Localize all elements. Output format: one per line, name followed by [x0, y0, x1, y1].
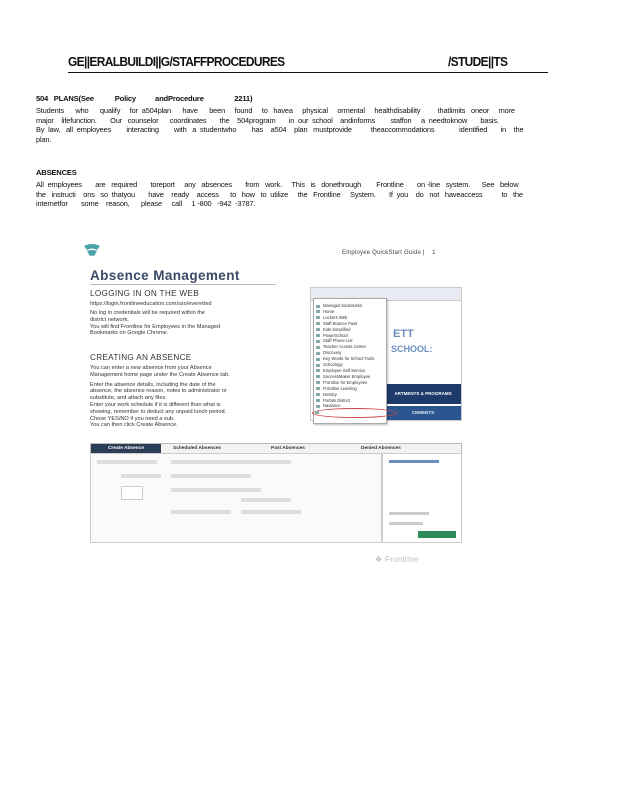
- tab-create-absence: Create Absence: [91, 444, 161, 453]
- bookmark-item: Key Words for School Tools: [314, 356, 386, 362]
- login-instructions: [90, 310, 290, 337]
- section-504-line: Students who qualify for a504plan have been found to havea physical ormental healthdisability thatlimits oneor more: [36, 105, 515, 115]
- create-absence-form: [90, 453, 382, 543]
- create-line: substitute, and attach any files.: [90, 395, 167, 402]
- frontline-footer-logo: [375, 555, 419, 564]
- login-line: Bookmarks on Google Chrome.: [90, 330, 169, 337]
- section-504-line: major lifefunction. Our counselor coordinates the 504program in our school andinforms staffon a needtoknow basis.: [36, 115, 499, 125]
- document-header: [68, 54, 548, 73]
- guide-title: Absence Management: [90, 268, 240, 283]
- form-field: [97, 460, 157, 464]
- bookmark-item: Frontline Learning: [314, 386, 386, 392]
- section-absences-line: All employees are required toreport any absences from work. This is donethrough Frontline on -line system. See below: [36, 179, 519, 189]
- section-absences-line: internetfor some reason, please call 1 -800 -942 -3787.: [36, 199, 256, 209]
- departments-banner: ARTMENTS & PROGRAMS: [385, 384, 461, 404]
- bookmark-item: Staff Phone List: [314, 338, 386, 344]
- bookmark-item: Naviance: [314, 403, 386, 409]
- form-field: [241, 510, 301, 514]
- form-field: [171, 460, 291, 464]
- school-name-fragment: ETT: [393, 328, 414, 340]
- bookmark-item: SuccessMaker Employee: [314, 374, 386, 380]
- calendar-box: [121, 486, 143, 500]
- highlight-circle-managed-bookmarks: [312, 408, 397, 418]
- create-instructions: [90, 365, 290, 429]
- frontline-footer-logo-icon: ❖: [375, 555, 385, 564]
- footer-logo-text: Frontline: [385, 555, 419, 564]
- login-line: You will find Frontline for Employees in the Managed: [90, 323, 221, 330]
- login-heading: LOGGING IN ON THE WEB: [90, 289, 199, 298]
- bookmark-item: Kids Simplified: [314, 327, 386, 333]
- announcements-banner: CEMENTS: [385, 406, 461, 420]
- tab-past-absences: Past Absences: [271, 446, 305, 451]
- school-name-fragment: SCHOOL:: [391, 344, 433, 354]
- create-line: You can enter a new absence from your Absence: [90, 365, 212, 371]
- create-line: Enter the absence details, including the date of the: [90, 381, 216, 388]
- form-field: [171, 474, 251, 478]
- bookmark-item: Home: [314, 309, 386, 315]
- section-504-line: By law, all employees interacting with a studentwho has a504 plan mustprovide theaccommodations identified in the: [36, 125, 524, 135]
- create-line: Chose YES/NO if you need a sub.: [90, 415, 175, 422]
- absence-side-panel: [382, 453, 462, 543]
- bookmark-item: Destiny: [314, 392, 386, 398]
- side-field: [389, 512, 429, 515]
- tab-denied-absences: Denied Absences: [361, 446, 401, 451]
- guide-title-rule: [90, 284, 276, 285]
- login-line: district network.: [90, 316, 129, 323]
- bookmark-item: Employee Self Service: [314, 368, 386, 374]
- bookmark-item: Staff Bounce Pass: [314, 321, 386, 327]
- side-link: [389, 460, 439, 463]
- section-absences: [36, 168, 550, 209]
- form-field: [171, 510, 231, 514]
- create-line: showing, remember to deduct any unpaid lunch period.: [90, 408, 227, 415]
- guide-page-label: Employee QuickStart Guide | 1: [342, 250, 436, 256]
- login-url: https://login.frontlineeducation.com/sso/everetted: [90, 301, 212, 307]
- bookmark-item: Schoology: [314, 362, 386, 368]
- quickstart-guide-image: [70, 235, 480, 565]
- form-field: [241, 498, 291, 502]
- bookmarks-menu: [313, 298, 387, 424]
- bookmark-item: Portals District: [314, 398, 386, 404]
- create-heading: CREATING AN ABSENCE: [90, 353, 192, 362]
- login-line: No log in credentials will be required within the: [90, 310, 206, 316]
- create-line: absence, the absence reason, notes to administrator or: [90, 388, 227, 395]
- bookmark-item: PowerSchool: [314, 333, 386, 339]
- section-504-title: 504 PLANS(See Policy andProcedure 2211): [36, 94, 253, 103]
- side-field: [389, 522, 423, 525]
- create-line: Enter your work schedule if it is different than what is: [90, 401, 221, 408]
- bookmark-item: Teacher Access Center: [314, 344, 386, 350]
- section-absences-line: the instructi ons so thatyou have ready access to how to utilize the Frontline System. If you do not haveaccess to the: [36, 189, 523, 199]
- tab-scheduled-absences: Scheduled Absences: [173, 446, 222, 451]
- browser-mockup: [310, 287, 462, 421]
- create-line: You can then click Create Absence.: [90, 422, 178, 429]
- create-line: Management home page under the Create Absence tab.: [90, 371, 230, 378]
- frontline-logo-icon: [82, 243, 102, 257]
- form-field: [171, 488, 261, 492]
- create-absence-button: [418, 531, 456, 538]
- section-504-line: plan.: [36, 135, 52, 145]
- header-audience-title: /STUDE||TS: [448, 54, 508, 69]
- header-section-title: GE||ERALBUILDI||G/STAFFPROCEDURES: [68, 54, 285, 69]
- bookmark-item: Frontline for Employees: [314, 380, 386, 386]
- section-absences-title: ABSENCES: [36, 168, 77, 177]
- section-504-plans: [36, 94, 550, 145]
- bookmark-item: Managed bookmarks: [314, 303, 386, 309]
- bookmark-item: Lockers Web: [314, 315, 386, 321]
- form-field: [121, 474, 161, 478]
- bookmark-item: Discovery: [314, 350, 386, 356]
